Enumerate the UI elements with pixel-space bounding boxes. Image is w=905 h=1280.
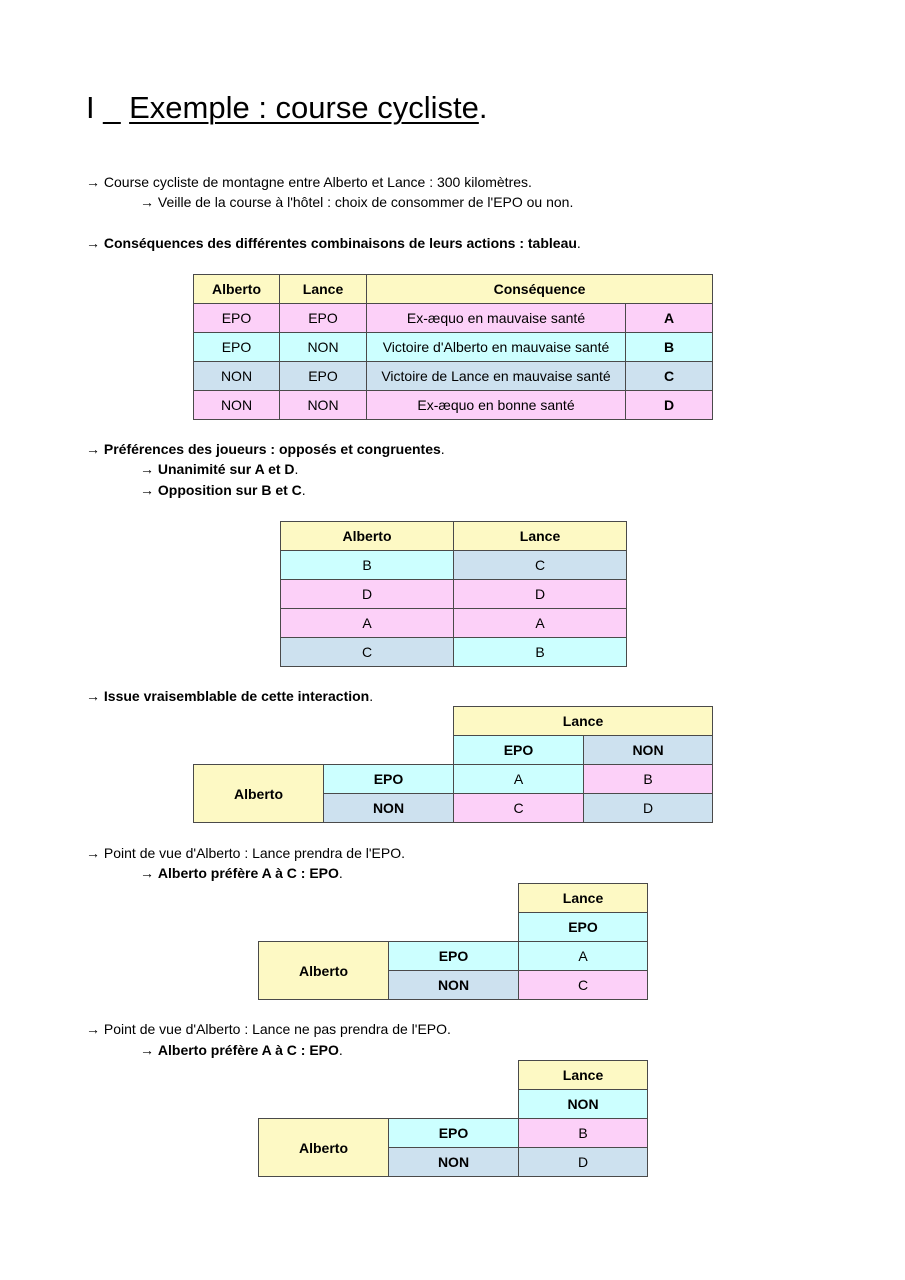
- arrow-icon: →: [86, 688, 104, 704]
- table-row: [194, 362, 713, 391]
- cell-lance: EPO: [280, 304, 367, 333]
- col-option-non: NON: [519, 1090, 648, 1119]
- arrow-icon: →: [140, 482, 158, 498]
- cell-code: B: [626, 333, 713, 362]
- cell-consequence: Ex-æquo en mauvaise santé: [367, 304, 626, 333]
- preferences-table: [280, 521, 627, 667]
- view1-matrix: [258, 883, 648, 1000]
- matrix-options-row: [259, 913, 648, 942]
- col-option-epo: EPO: [519, 913, 648, 942]
- cell-lance: NON: [280, 333, 367, 362]
- blank-cell: [259, 913, 389, 942]
- cell-alberto: EPO: [194, 304, 280, 333]
- consequences-heading-bold: Conséquences des différentes combinaisons de leurs actions : tableau: [103, 235, 577, 251]
- row-option-epo: EPO: [389, 1119, 519, 1148]
- cell-lance-pref: B: [454, 638, 627, 667]
- arrow-icon: →: [140, 461, 158, 477]
- col-option-non: NON: [584, 736, 713, 765]
- matrix-player-row: [259, 1061, 648, 1090]
- table-row: [194, 304, 713, 333]
- issue-matrix: [193, 706, 713, 823]
- cell-alberto-pref: B: [281, 551, 454, 580]
- matrix-row: [259, 1119, 648, 1148]
- row-player-label: Alberto: [194, 765, 324, 823]
- matrix-cell: D: [519, 1148, 648, 1177]
- table-row: [194, 333, 713, 362]
- cell-code: D: [626, 391, 713, 420]
- row-option-non: NON: [389, 971, 519, 1000]
- title-main: Exemple : course cycliste: [129, 90, 479, 125]
- view1-line: → Point de vue d'Alberto : Lance prendra de l'EPO.: [86, 845, 405, 861]
- matrix-player-row: [194, 707, 713, 736]
- intro-line-1: → Course cycliste de montagne entre Alberto et Lance : 300 kilomètres.: [86, 174, 532, 190]
- table-header-row: [281, 522, 627, 551]
- view2-sub: [140, 1040, 343, 1060]
- blank-cell: [324, 736, 454, 765]
- matrix-cell: C: [454, 794, 584, 823]
- preferences-sub-2-end: .: [301, 482, 306, 498]
- consequences-heading: [86, 233, 581, 253]
- table-row: [281, 551, 627, 580]
- row-player-label: Alberto: [259, 1119, 389, 1177]
- col-player-label: Lance: [519, 1061, 648, 1090]
- table-header-row: [194, 275, 713, 304]
- table-row: [281, 580, 627, 609]
- preferences-sub-2-bold: Opposition sur B et C: [157, 482, 302, 498]
- row-option-epo: EPO: [389, 942, 519, 971]
- matrix-cell: C: [519, 971, 648, 1000]
- arrow-icon: →: [140, 1042, 158, 1058]
- view2-sub-end: .: [338, 1042, 343, 1058]
- table-row: [281, 638, 627, 667]
- cell-alberto: NON: [194, 391, 280, 420]
- header-alberto: Alberto: [281, 522, 454, 551]
- cell-alberto: NON: [194, 362, 280, 391]
- matrix-cell: B: [584, 765, 713, 794]
- blank-cell: [259, 1061, 389, 1090]
- cell-lance: NON: [280, 391, 367, 420]
- consequences-table: [193, 274, 713, 420]
- header-consequence: Conséquence: [367, 275, 713, 304]
- view1-sub-end: .: [338, 865, 343, 881]
- title-prefix: I _: [86, 90, 130, 125]
- header-alberto: Alberto: [194, 275, 280, 304]
- blank-cell: [389, 1090, 519, 1119]
- cell-consequence: Victoire de Lance en mauvaise santé: [367, 362, 626, 391]
- arrow-icon: →: [140, 865, 158, 881]
- issue-heading: [86, 686, 373, 706]
- preferences-heading-end: .: [440, 441, 445, 457]
- blank-cell: [389, 913, 519, 942]
- preferences-sub-1-bold: Unanimité sur A et D: [157, 461, 295, 477]
- matrix-cell: A: [519, 942, 648, 971]
- cell-alberto-pref: A: [281, 609, 454, 638]
- header-lance: Lance: [280, 275, 367, 304]
- blank-cell: [324, 707, 454, 736]
- cell-lance-pref: A: [454, 609, 627, 638]
- view2-sub-bold: Alberto préfère A à C : EPO: [157, 1042, 339, 1058]
- cell-lance-pref: C: [454, 551, 627, 580]
- matrix-options-row: [194, 736, 713, 765]
- matrix-options-row: [259, 1090, 648, 1119]
- cell-alberto-pref: D: [281, 580, 454, 609]
- arrow-icon: →: [86, 235, 104, 251]
- intro-line-2: → Veille de la course à l'hôtel : choix de consommer de l'EPO ou non.: [140, 194, 574, 210]
- matrix-player-row: [259, 884, 648, 913]
- consequences-heading-end: .: [576, 235, 581, 251]
- cell-code: C: [626, 362, 713, 391]
- cell-consequence: Ex-æquo en bonne santé: [367, 391, 626, 420]
- matrix-cell: B: [519, 1119, 648, 1148]
- matrix-cell: D: [584, 794, 713, 823]
- preferences-sub-2: [140, 480, 306, 500]
- issue-heading-bold: Issue vraisemblable de cette interaction: [103, 688, 370, 704]
- view2-line: → Point de vue d'Alberto : Lance ne pas prendra de l'EPO.: [86, 1021, 451, 1037]
- header-lance: Lance: [454, 522, 627, 551]
- col-option-epo: EPO: [454, 736, 584, 765]
- matrix-row: [194, 765, 713, 794]
- issue-heading-end: .: [369, 688, 374, 704]
- cell-code: A: [626, 304, 713, 333]
- blank-cell: [389, 884, 519, 913]
- page-title: [86, 88, 487, 128]
- blank-cell: [194, 707, 324, 736]
- col-player-label: Lance: [454, 707, 713, 736]
- arrow-icon: →: [86, 441, 104, 457]
- matrix-row: [259, 942, 648, 971]
- blank-cell: [194, 736, 324, 765]
- title-suffix: .: [478, 90, 488, 125]
- row-option-epo: EPO: [324, 765, 454, 794]
- view1-sub-bold: Alberto préfère A à C : EPO: [157, 865, 339, 881]
- preferences-sub-1: [140, 459, 298, 479]
- table-row: [281, 609, 627, 638]
- matrix-cell: A: [454, 765, 584, 794]
- cell-alberto-pref: C: [281, 638, 454, 667]
- view1-sub: [140, 863, 343, 883]
- col-player-label: Lance: [519, 884, 648, 913]
- row-player-label: Alberto: [259, 942, 389, 1000]
- table-row: [194, 391, 713, 420]
- cell-lance-pref: D: [454, 580, 627, 609]
- row-option-non: NON: [324, 794, 454, 823]
- blank-cell: [389, 1061, 519, 1090]
- view2-matrix: [258, 1060, 648, 1177]
- preferences-heading: [86, 439, 445, 459]
- blank-cell: [259, 884, 389, 913]
- row-option-non: NON: [389, 1148, 519, 1177]
- cell-lance: EPO: [280, 362, 367, 391]
- cell-consequence: Victoire d'Alberto en mauvaise santé: [367, 333, 626, 362]
- cell-alberto: EPO: [194, 333, 280, 362]
- preferences-sub-1-end: .: [294, 461, 299, 477]
- blank-cell: [259, 1090, 389, 1119]
- preferences-heading-bold: Préférences des joueurs : opposés et congruentes: [103, 441, 441, 457]
